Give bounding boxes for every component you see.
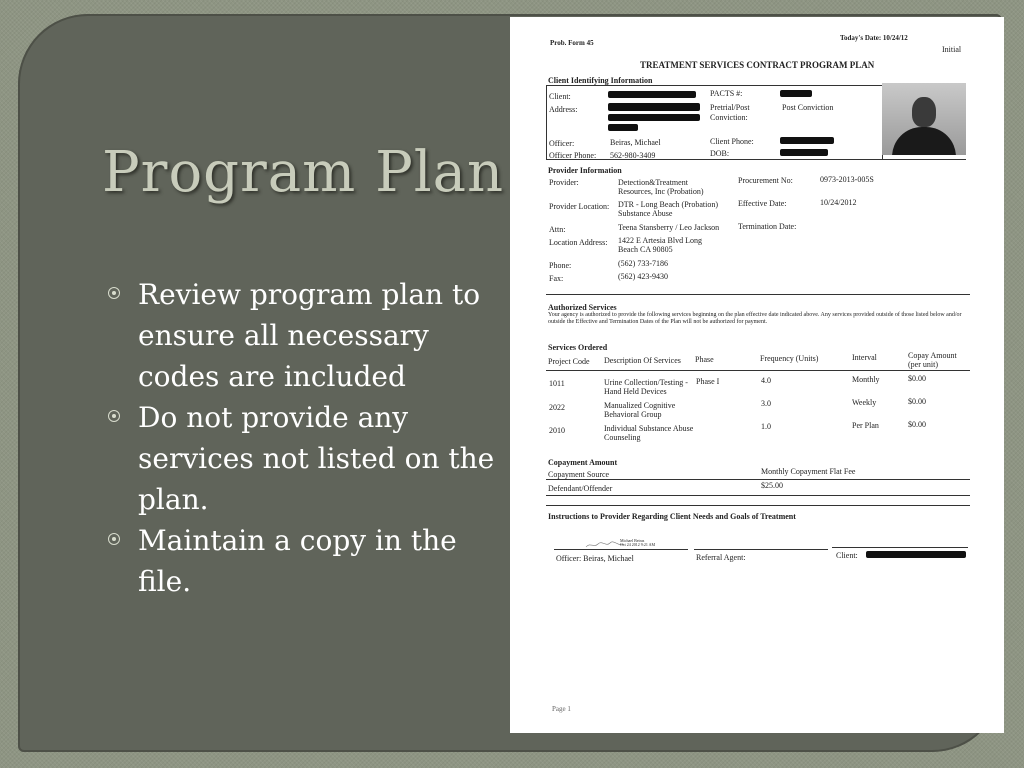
bullet-text: Do not provide any services not listed on the plan. [138,401,495,516]
slide-title: Program Plan [102,140,505,205]
phone-label: Phone: [549,261,572,270]
location-address-value: 1422 E Artesia Blvd Long Beach CA 90805 [618,236,702,254]
provider-label: Provider: [549,178,579,187]
copayment-source-label: Copayment Source [548,470,610,479]
row-desc: Urine Collection/Testing - Hand Held Devices [604,378,688,396]
authorized-section-heading: Authorized Services [548,303,617,312]
initial-label: Initial [942,45,962,54]
provider-section-heading: Provider Information [548,166,622,175]
officer-phone-value: 562-980-3409 [610,151,656,160]
bullet-icon [108,533,120,545]
copayment-type-label: Monthly Copayment Flat Fee [761,467,856,476]
client-section-heading: Client Identifying Information [548,76,653,85]
provider-location-value: DTR - Long Beach (Probation) Substance Abuse [618,200,718,218]
services-header: Frequency (Units) [760,354,819,363]
effective-value: 10/24/2012 [820,198,857,207]
signature-date: Oct 24 2012 9:21 AM [620,542,656,547]
rule [546,495,970,496]
location-address-label: Location Address: [549,238,608,247]
redaction [780,149,828,156]
bullet-icon [108,287,120,299]
row-interval: Weekly [852,398,877,407]
effective-label: Effective Date: [738,199,787,208]
doc-title: TREATMENT SERVICES CONTRACT PROGRAM PLAN [640,60,875,70]
redaction [608,91,696,98]
services-header: Copay Amount (per unit) [908,351,957,369]
rule [694,549,828,550]
services-header: Description Of Services [604,356,681,365]
row-freq: 4.0 [761,376,771,385]
row-desc: Manualized Cognitive Behavioral Group [604,401,676,419]
phone-value: (562) 733-7186 [618,259,668,268]
pacts-label: PACTS #: [710,89,743,98]
procurement-value: 0973-2013-005S [820,175,874,184]
client-phone-label: Client Phone: [710,137,754,146]
officer-label: Officer: [549,139,575,148]
authorized-text: Your agency is authorized to provide the following services beginning on the plan effective date indicated above. Any services provided outside of those listed below and/or outside the Effective and Termination Dates of the Plan will not be authorized for payment. [548,312,962,325]
todays-date: Today's Date: 10/24/12 [840,34,908,42]
services-header: Phase [695,355,714,364]
redaction [608,114,700,121]
termination-label: Termination Date: [738,222,797,231]
redaction [608,124,638,131]
row-desc: Individual Substance Abuse Counseling [604,424,694,442]
redaction [780,137,834,144]
pretrial-label: Pretrial/Post Conviction: [710,103,750,122]
provider-value: Detection&Treatment Resources, Inc (Probation) [618,178,704,196]
dob-label: DOB: [710,149,730,158]
attn-label: Attn: [549,225,566,234]
services-header: Project Code [548,357,590,366]
provider-location-label: Provider Location: [549,202,610,211]
row-copay: $0.00 [908,397,926,406]
services-section-heading: Services Ordered [548,343,608,352]
rule [546,294,970,295]
bullet-list [106,274,506,602]
row-code: 1011 [549,379,565,388]
attn-value: Teena Stansberry / Leo Jackson [618,223,720,232]
client-signature-label: Client: [836,551,858,560]
copayment-source-value: Defendant/Offender [548,484,613,493]
referral-agent-label: Referral Agent: [696,553,746,562]
row-copay: $0.00 [908,420,926,429]
rule [546,505,970,506]
address-label: Address: [549,105,578,114]
bullet-icon [108,410,120,422]
row-code: 2010 [549,426,565,435]
row-freq: 1.0 [761,422,771,431]
page-number: Page 1 [552,705,571,713]
row-phase: Phase I [696,377,720,386]
bullet-item [106,397,506,520]
officer-phone-label: Officer Phone: [549,151,597,160]
instructions-heading: Instructions to Provider Regarding Client Needs and Goals of Treatment [548,512,796,521]
fax-label: Fax: [549,274,564,283]
bullet-item [106,274,506,397]
pretrial-value: Post Conviction [782,103,834,112]
row-freq: 3.0 [761,399,771,408]
rule [546,159,966,160]
signature-name: Michael Beiras [620,538,645,543]
bullet-item [106,520,506,602]
services-header: Interval [852,353,877,362]
fax-value: (562) 423-9430 [618,272,668,281]
redaction [866,551,966,558]
rule [546,479,970,480]
rule [546,370,970,371]
rule [554,549,688,550]
client-label: Client: [549,92,571,101]
row-interval: Per Plan [852,421,879,430]
officer-signature-label: Officer: Beiras, Michael [556,554,634,563]
row-interval: Monthly [852,375,880,384]
rule [546,85,547,159]
row-copay: $0.00 [908,374,926,383]
copayment-amount: $25.00 [761,481,783,490]
rule [832,547,968,548]
procurement-label: Procurement No: [738,176,793,185]
redaction [780,90,812,97]
form-id: Prob. Form 45 [550,39,594,47]
row-code: 2022 [549,403,565,412]
client-photo [882,83,966,155]
bullet-text: Review program plan to ensure all necessary codes are included [138,278,481,393]
scanned-document [510,17,1004,733]
bullet-text: Maintain a copy in the file. [138,524,457,598]
copayment-section-heading: Copayment Amount [548,458,618,467]
officer-value: Beiras, Michael [610,138,661,147]
redaction [608,103,700,111]
